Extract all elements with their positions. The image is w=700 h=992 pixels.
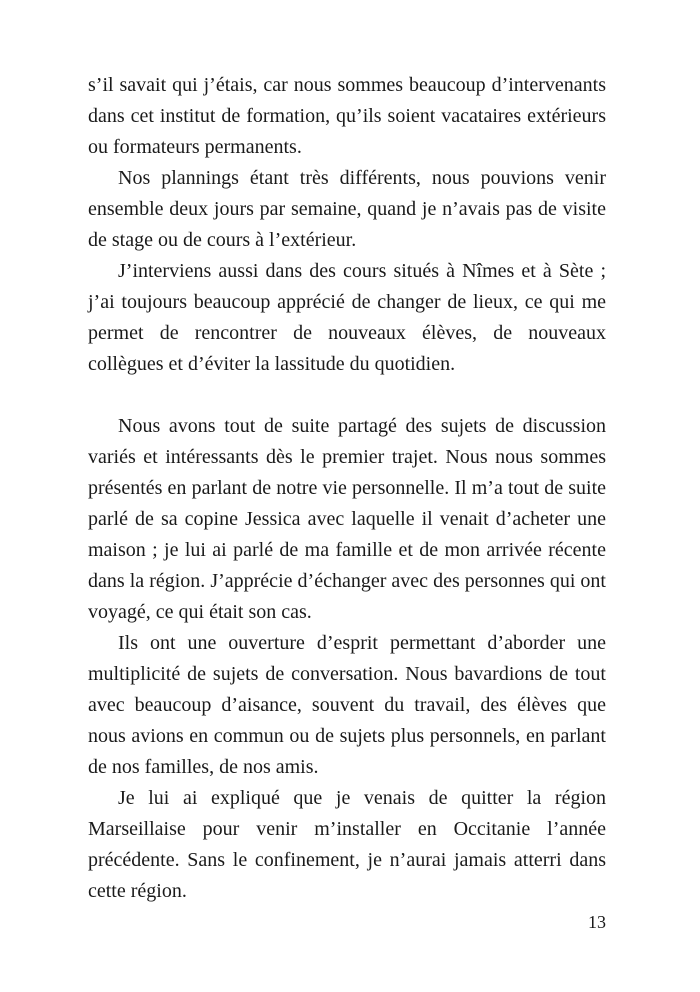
paragraph: Ils ont une ouverture d’esprit permettant d’aborder une multiplicité de sujets de conversation. Nous bavardions de tout avec beaucoup d’aisance, souvent du travail, des élèves que nous avions en commun ou de sujets plus personnels, en parlant de nos familles, de nos amis. — [88, 632, 606, 778]
paragraph-section-start: Nous avons tout de suite partagé des sujets de discussion variés et intéressants dès le premier trajet. Nous nous sommes présentés en parlant de notre vie personnelle. Il m’a tout de suite parlé de sa copine Jessica avec laquelle il venait d’acheter une maison ; je lui ai parlé de ma famille et de mon arrivée récente dans la région. J’apprécie d’échanger avec des personnes qui ont voyagé, ce qui était son cas. — [88, 415, 606, 623]
paragraph: J’interviens aussi dans des cours situés à Nîmes et à Sète ; j’ai toujours beaucoup apprécié de changer de lieux, ce qui me permet de rencontrer de nouveaux élèves, de nouveaux collègues et d’éviter la lassitude du quotidien. — [88, 260, 606, 375]
paragraph: Je lui ai expliqué que je venais de quitter la région Marseillaise pour venir m’installer en Occitanie l’année précédente. Sans le confinement, je n’aurai jamais atterri dans cette région. — [88, 787, 606, 902]
body-text — [88, 70, 606, 907]
paragraph-continued: s’il savait qui j’étais, car nous sommes beaucoup d’intervenants dans cet institut de formation, qu’ils soient vacataires extérieurs ou formateurs permanents. — [88, 74, 606, 158]
page-number: 13 — [588, 912, 606, 932]
paragraph: Nos plannings étant très différents, nous pouvions venir ensemble deux jours par semaine, quand je n’avais pas de visite de stage ou de cours à l’extérieur. — [88, 167, 606, 251]
